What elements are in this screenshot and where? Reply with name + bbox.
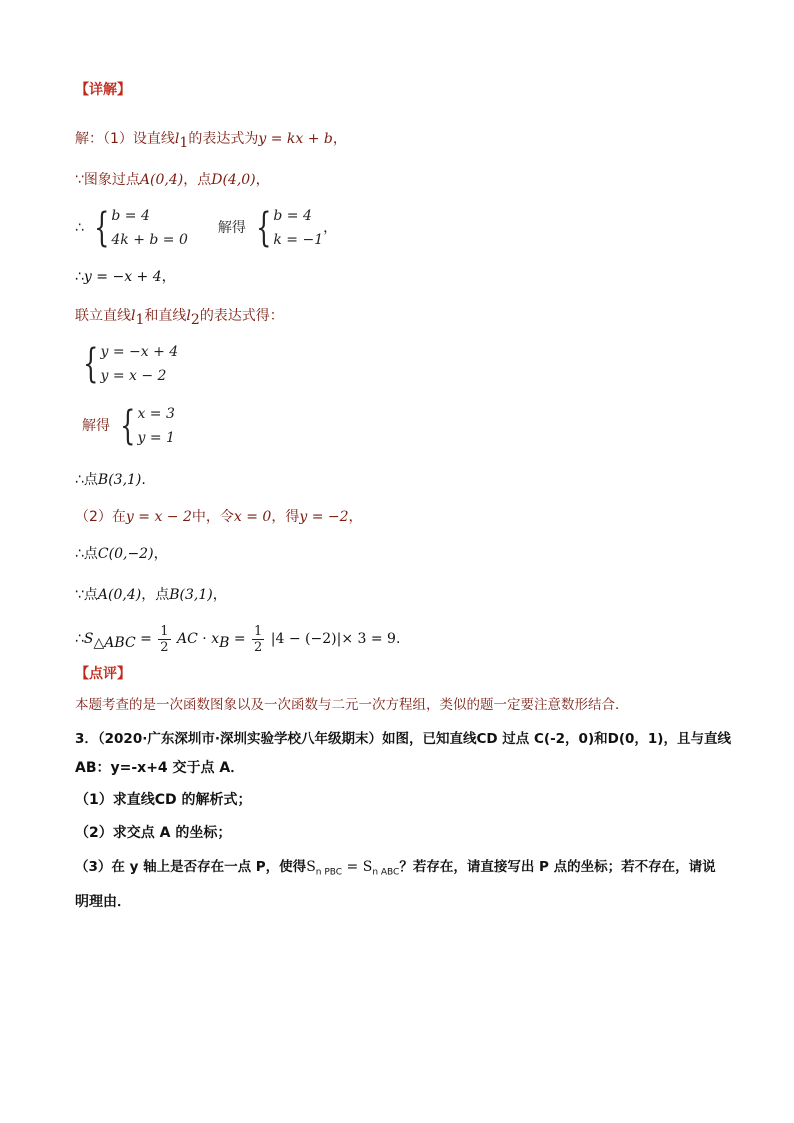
solution-line-10: ∴点C(0,−2)， [75,546,168,562]
solution-line-5: 联立直线$l_1$和直线$l_2$的表达式得： [75,308,284,328]
comment-heading: 【点评】 [75,666,131,682]
equation-system-1: ∴ { b = 4 4k + b = 0 解得 { b = 4 k = −1 ， [75,205,338,251]
solution-line-2: ∵图象过点A(0,4)，点D(4,0)， [75,172,270,188]
question-3-part-1: （1）求直线CD 的解析式； [75,792,252,808]
solution-line-1: 解：（1）设直线$l_1$的表达式为y = kx + b， [75,131,347,151]
question-3-part-2: （2）求交点 A 的坐标； [75,825,232,841]
equation-system-3: 解得 { x = 3 y = 1 [82,403,175,449]
detail-heading: 【详解】 [75,82,131,98]
fraction-half-2: $\frac{1}{2}$ [254,623,263,655]
question-3-line-2: AB：y=-x+4 交于点 A． [75,760,245,776]
question-3-line-1: 3．（2020·广东深圳市·深圳实验学校八年级期末）如图，已知直线CD 过点 C(-2，0)和D(0，1)，且与直线 [75,731,731,747]
solution-line-9: （2）在y = x − 2中，令x = 0，得y = −2， [75,509,363,525]
equation-system-2: { y = −x + 4 y = x − 2 [83,341,179,387]
question-3-part-3: （3）在 y 轴上是否存在一点 P，使得$S_{n PBC} = S_{n ABC}$？若存在，请直接写出 P 点的坐标；若不存在，请说 [75,859,716,878]
question-3-part-3-cont: 明理由． [75,894,131,910]
comment-text: 本题考查的是一次函数图象以及一次函数与二元一次方程组，类似的题一定要注意数形结合． [75,697,629,713]
solution-line-4: ∴y = −x + 4， [75,269,176,285]
solution-line-8: ∴点B(3,1). [75,472,146,488]
fraction-half: $\frac{1}{2}$ [160,623,169,655]
solution-line-11: ∵点A(0,4)，点B(3,1)， [75,587,227,603]
area-formula-line: $\therefore S_{\triangle ABC}$ = $\frac{1}{2}$ AC · $x_B$ = $\frac{1}{2}$ |4 − (−2)|× 3 = 9. [75,623,401,655]
